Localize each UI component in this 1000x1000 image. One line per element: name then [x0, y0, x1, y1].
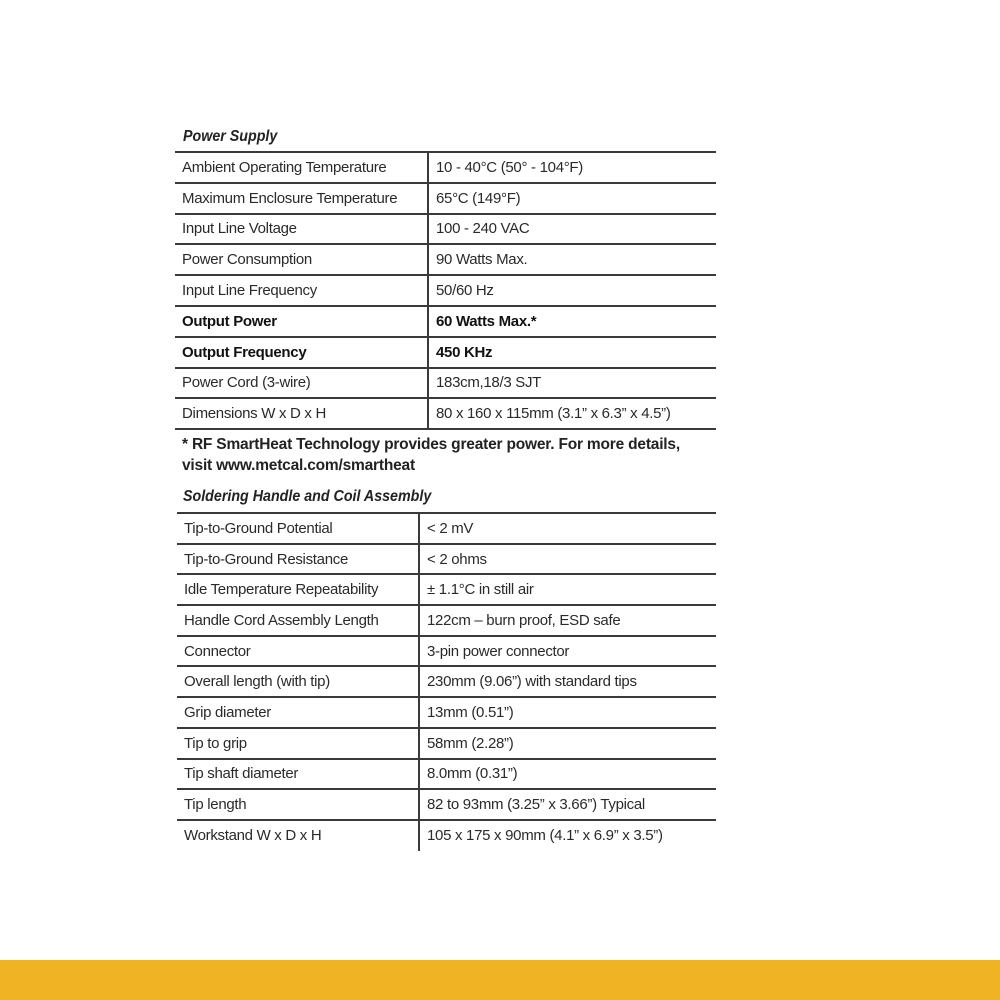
table-row	[177, 544, 716, 575]
spec-value: ± 1.1°C in still air	[419, 574, 716, 605]
spec-label: Output Power	[175, 306, 428, 337]
footnote-line: visit www.metcal.com/smartheat	[182, 457, 415, 474]
spec-value: 230mm (9.06”) with standard tips	[419, 666, 716, 697]
spec-value: 100 - 240 VAC	[428, 214, 716, 245]
spec-value: 60 Watts Max.*	[428, 306, 716, 337]
spec-value: 65°C (149°F)	[428, 183, 716, 214]
table-row	[175, 244, 716, 275]
soldering-handle-title: Soldering Handle and Coil Assembly	[183, 488, 432, 505]
spec-label: Maximum Enclosure Temperature	[175, 183, 428, 214]
footnote-line: * RF SmartHeat Technology provides greater power. For more details,	[182, 436, 680, 453]
spec-label: Overall length (with tip)	[177, 666, 419, 697]
table-row	[175, 306, 716, 337]
soldering-handle-table	[177, 512, 716, 851]
footnote	[182, 434, 742, 476]
spec-label: Tip to grip	[177, 728, 419, 759]
table-row	[177, 513, 716, 544]
spec-label: Input Line Voltage	[175, 214, 428, 245]
table-row	[175, 337, 716, 368]
spec-label: Tip-to-Ground Potential	[177, 513, 419, 544]
table-row	[177, 789, 716, 820]
table-row	[177, 605, 716, 636]
spec-label: Output Frequency	[175, 337, 428, 368]
spec-value: 80 x 160 x 115mm (3.1” x 6.3” x 4.5”)	[428, 398, 716, 429]
table-row	[175, 152, 716, 183]
power-supply-table	[175, 151, 716, 430]
table-row	[177, 666, 716, 697]
spec-label: Connector	[177, 636, 419, 667]
spec-label: Tip shaft diameter	[177, 759, 419, 790]
table-row	[177, 697, 716, 728]
spec-value: 10 - 40°C (50° - 104°F)	[428, 152, 716, 183]
spec-value: < 2 mV	[419, 513, 716, 544]
table-row	[175, 368, 716, 399]
spec-value: 8.0mm (0.31”)	[419, 759, 716, 790]
spec-label: Input Line Frequency	[175, 275, 428, 306]
spec-label: Power Cord (3-wire)	[175, 368, 428, 399]
table-row	[177, 759, 716, 790]
spec-label: Power Consumption	[175, 244, 428, 275]
brand-color-bar	[0, 960, 1000, 1000]
spec-label: Workstand W x D x H	[177, 820, 419, 851]
spec-label: Ambient Operating Temperature	[175, 152, 428, 183]
spec-value: 105 x 175 x 90mm (4.1” x 6.9” x 3.5”)	[419, 820, 716, 851]
table-row	[175, 398, 716, 429]
table-row	[175, 183, 716, 214]
spec-label: Tip length	[177, 789, 419, 820]
spec-value: 13mm (0.51”)	[419, 697, 716, 728]
table-row	[177, 574, 716, 605]
spec-label: Tip-to-Ground Resistance	[177, 544, 419, 575]
spec-value: 122cm – burn proof, ESD safe	[419, 605, 716, 636]
table-row	[177, 820, 716, 851]
spec-value: 3-pin power connector	[419, 636, 716, 667]
table-row	[175, 275, 716, 306]
spec-value: < 2 ohms	[419, 544, 716, 575]
spec-label: Dimensions W x D x H	[175, 398, 428, 429]
spec-label: Handle Cord Assembly Length	[177, 605, 419, 636]
table-row	[177, 636, 716, 667]
spec-label: Idle Temperature Repeatability	[177, 574, 419, 605]
spec-value: 183cm,18/3 SJT	[428, 368, 716, 399]
spec-value: 450 KHz	[428, 337, 716, 368]
spec-value: 90 Watts Max.	[428, 244, 716, 275]
table-row	[175, 214, 716, 245]
spec-value: 82 to 93mm (3.25” x 3.66”) Typical	[419, 789, 716, 820]
spec-value: 50/60 Hz	[428, 275, 716, 306]
power-supply-title: Power Supply	[183, 128, 278, 145]
spec-label: Grip diameter	[177, 697, 419, 728]
spec-value: 58mm (2.28”)	[419, 728, 716, 759]
table-row	[177, 728, 716, 759]
